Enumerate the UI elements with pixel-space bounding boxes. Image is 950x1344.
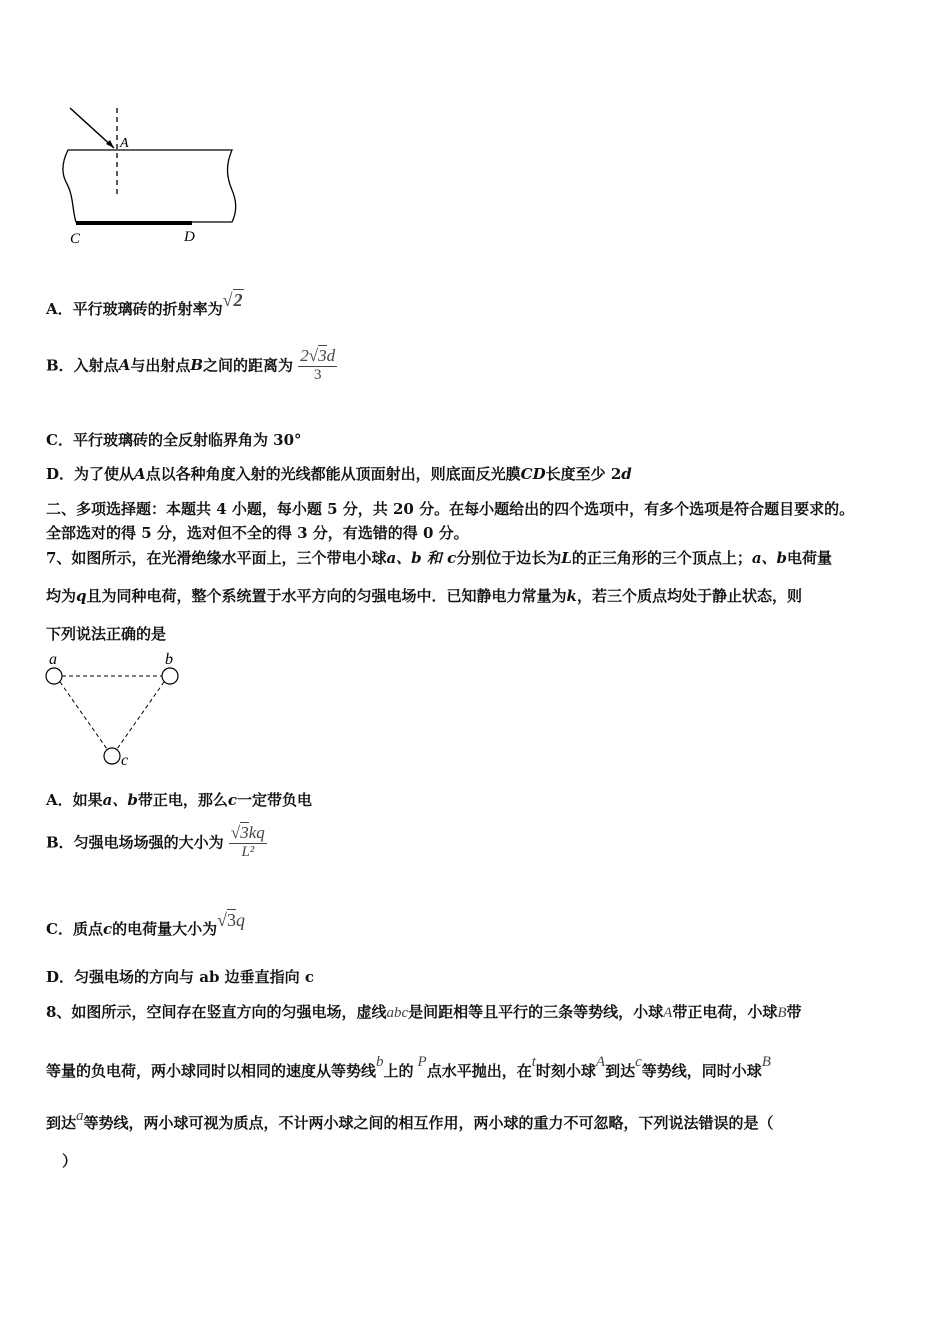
ball-c [104,748,120,764]
q7-option-b: B．匀强电场场强的大小为 $\frac{√3kq}{\text{L²}}$ [46,823,265,860]
glass-slab-figure [50,100,250,250]
edge-bc [117,682,164,749]
q7-stem-line3: 下列说法正确的是 [46,625,167,643]
section-2-instructions-line2: 全部选对的得 5 分，选对但不全的得 3 分，有选错的得 0 分。 [46,524,469,542]
q7-option-c: C．质点c的电荷量大小为√3q [46,910,245,938]
edge-ac [60,682,107,749]
triangle-charges-figure [40,648,200,770]
q7-option-a: A．如果a、b带正电，那么c一定带负电 [46,791,313,809]
slab-outline [63,150,236,222]
label-a: a [49,651,57,668]
label-A: A [120,136,129,151]
q6-option-b: B．入射点A与出射点B之间的距离为 $\frac{2√3d}{3}$ [46,346,336,383]
fraction-sqrt3kq-over-L2: $\frac{√3kq}{\text{L²}}$ [230,823,265,860]
q7-stem-line1: 7、如图所示，在光滑绝缘水平面上，三个带电小球a、b 和 c分别位于边长为L的正三角形的三个顶点上；a、b电荷量 [46,549,833,567]
sqrt-3q: √3q [217,910,245,930]
q8-stem-line2: 等量的负电荷，两小球同时以相同的速度从等势线b上的 P点水平抛出，在t时刻小球A到达c等势线，同时小球B [46,1054,771,1080]
q6-option-a: A．平行玻璃砖的折射率为√2 [46,290,243,318]
q7-stem-line2: 均为q且为同种电荷，整个系统置于水平方向的匀强电场中．已知静电力常量为k，若三个质点均处于静止状态，则 [46,587,802,605]
section-2-instructions-line1: 二、多项选择题：本题共 4 小题，每小题 5 分，共 20 分。在每小题给出的四个选项中，有多个选项是符合题目要求的。 [46,500,855,518]
fraction-2sqrt3d-over-3: $\frac{2√3d}{3}$ [300,346,336,383]
q8-stem-line4: ） [62,1152,78,1170]
label-c: c [121,752,129,769]
q7-option-d: D．匀强电场的方向与 ab 边垂直指向 c [46,968,315,986]
ball-a [46,668,62,684]
ball-b [162,668,178,684]
label-D: D [184,229,195,245]
sqrt-2: √2 [222,290,243,310]
q6-option-d: D．为了使从A点以各种角度入射的光线都能从顶面射出，则底面反光膜CD长度至少 2d [46,465,632,483]
incident-ray [70,108,114,148]
label-C: C [70,231,81,247]
q8-stem-line3: 到达a等势线，两小球可视为质点，不计两小球之间的相互作用，两小球的重力不可忽略，下列说法错误的是（ [46,1108,774,1132]
label-b: b [165,651,173,668]
q6-option-c: C．平行玻璃砖的全反射临界角为 30° [46,431,302,449]
q8-stem-line1: 8、如图所示，空间存在竖直方向的匀强电场，虚线abc是间距相等且平行的三条等势线，小球A带正电荷，小球B带 [46,1003,802,1021]
